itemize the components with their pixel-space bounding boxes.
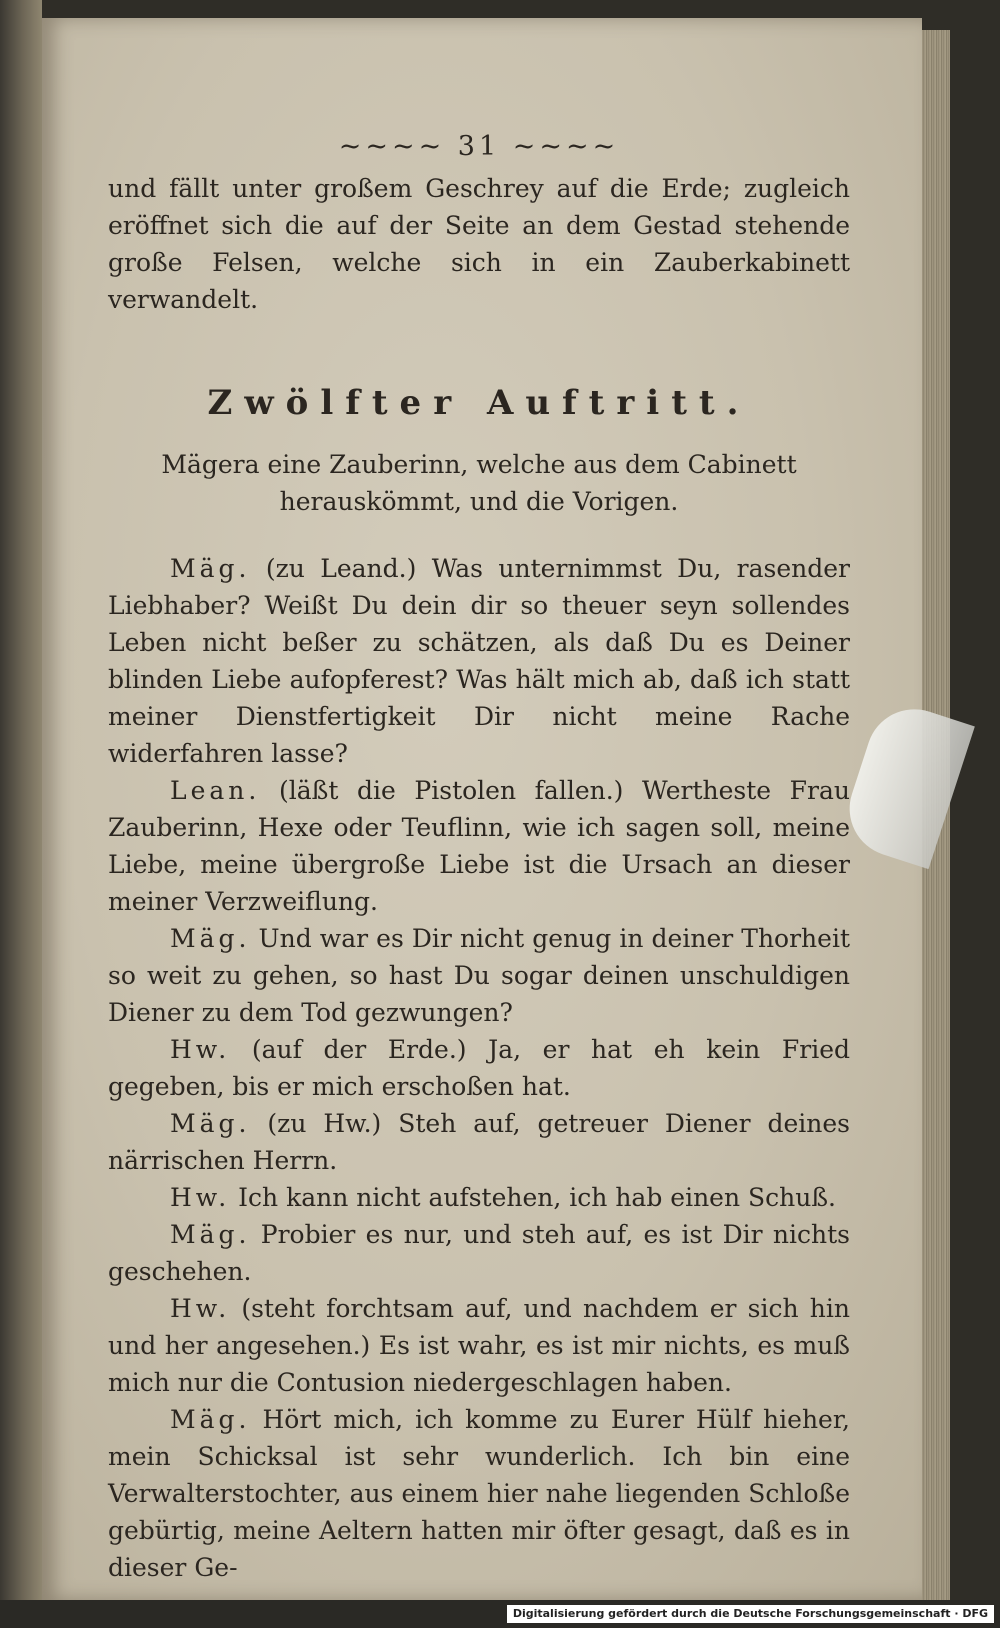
line-text: Hört mich, ich komme zu Eurer Hülf hieher, mein Schicksal ist sehr wunderlich. Ich bin eine Verwalterstochter, aus einem hier nahe liegenden Schloße gebürtig, meine Aeltern hatten mir öfter gesagt, daß es in dieser Ge- [108, 1405, 850, 1582]
speaker: Mäg. [170, 554, 251, 583]
scene-title: Zwölfter Auftritt. [207, 383, 751, 423]
speaker: Mäg. [170, 924, 251, 953]
page-content [108, 130, 850, 1586]
adjacent-page-edge [0, 0, 42, 1600]
dialogue-line [108, 920, 850, 1031]
opening-paragraph: und fällt unter großem Geschrey auf die Erde; zugleich eröffnet sich die auf der Seite an dem Gestad stehende große Felsen, welche sich in ein Zauberkabinett verwandelt. [108, 174, 850, 314]
dialogue-line [108, 1031, 850, 1105]
line-text: Ich kann nicht aufstehen, ich hab einen Schuß. [238, 1183, 836, 1212]
line-text: (zu Hw.) Steh auf, getreuer Diener deines närrischen Herrn. [108, 1109, 850, 1175]
speaker: Hw. [170, 1035, 231, 1064]
line-text: (läßt die Pistolen fallen.) Wertheste Frau Zauberinn, Hexe oder Teuflinn, wie ich sagen soll, meine Liebe, meine übergroße Liebe ist die Ursach an dieser meiner Verzweiflung. [108, 776, 850, 916]
page-header: ~~~~ 31 ~~~~ [338, 131, 620, 162]
dialogue-line [108, 1290, 850, 1401]
speaker: Mäg. [170, 1109, 251, 1138]
line-text: Und war es Dir nicht genug in deiner Thorheit so weit zu gehen, so hast Du sogar deinen unschuldigen Diener zu dem Tod gezwungen? [108, 924, 850, 1027]
speaker: Mäg. [170, 1405, 251, 1434]
funding-credit: Digitalisierung gefördert durch die Deutsche Forschungsgemeinschaft · DFG [507, 1605, 994, 1623]
cast-list: Mägera eine Zauberinn, welche aus dem Cabinett herauskömmt, und die Vorigen. [161, 450, 797, 516]
speaker: Lean. [170, 776, 261, 805]
dialogue-line [108, 1105, 850, 1179]
speaker: Hw. [170, 1183, 231, 1212]
speaker: Hw. [170, 1294, 231, 1323]
line-text: (zu Leand.) Was unternimmst Du, rasender Liebhaber? Weißt Du dein dir so theuer seyn sollendes Leben nicht beßer zu schätzen, als daß Du es Deiner blinden Liebe aufopferest? Was hält mich ab, daß ich statt meiner Dienstfertigkeit Dir nicht meine Rache widerfahren lasse? [108, 554, 850, 768]
dialogue-line [108, 1179, 850, 1216]
dialogue-line [108, 1216, 850, 1290]
dialogue-line [108, 1401, 850, 1586]
line-text: (steht forchtsam auf, und nachdem er sich hin und her angesehen.) Es ist wahr, es ist mir nichts, es muß mich nur die Contusion niedergeschlagen haben. [108, 1294, 850, 1397]
dialogue-line [108, 550, 850, 772]
dialogue-line [108, 772, 850, 920]
line-text: Probier es nur, und steh auf, es ist Dir nichts geschehen. [108, 1220, 851, 1286]
speaker: Mäg. [170, 1220, 251, 1249]
line-text: (auf der Erde.) Ja, er hat eh kein Fried gegeben, bis er mich erschoßen hat. [108, 1035, 851, 1101]
dialogue [108, 550, 850, 1586]
